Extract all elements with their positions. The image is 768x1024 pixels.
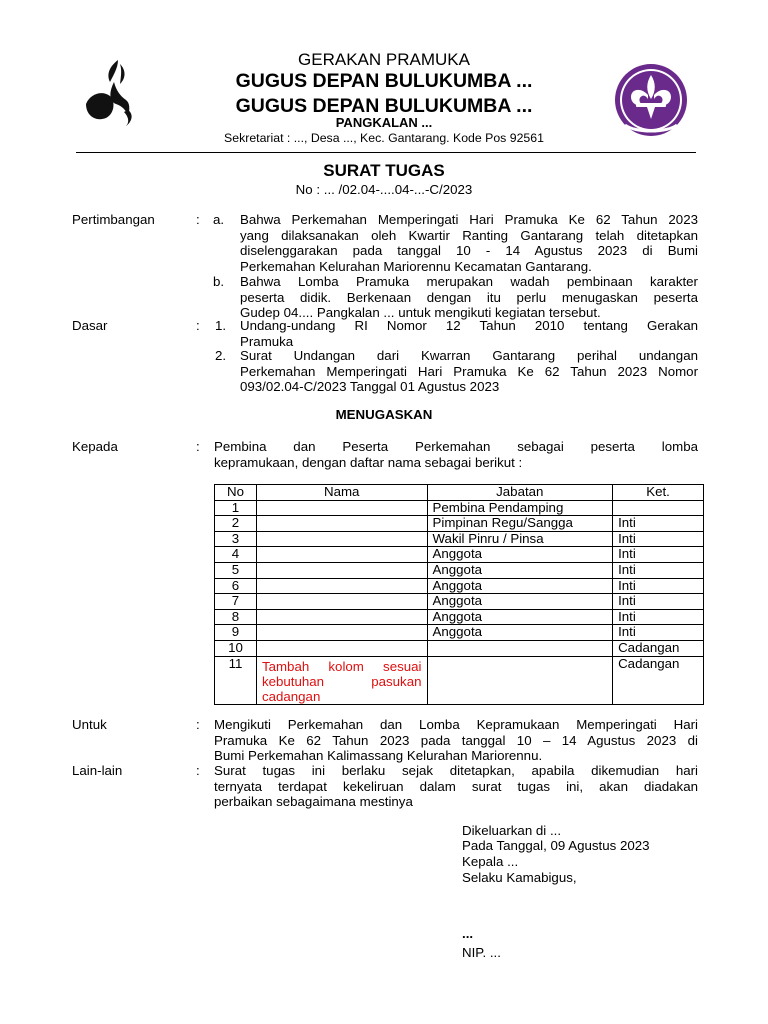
table-row	[215, 594, 704, 610]
kepada-colon: :	[196, 439, 200, 454]
cell-ket: Inti	[613, 531, 704, 547]
cell-jabatan: Anggota	[427, 562, 613, 578]
menugaskan-heading: MENUGASKAN	[335, 407, 433, 422]
cell-no: 3	[215, 531, 257, 547]
header-no: No	[215, 485, 257, 501]
cell-no: 1	[215, 500, 257, 516]
text-line: Gudep 04.... Pangkalan ... untuk mengikuti kegiatan tersebut.	[240, 305, 601, 321]
cell-nama	[256, 625, 427, 641]
text-line: Mengikuti Perkemahan dan Lomba Kepramukaan Memperingati Hari	[214, 717, 698, 732]
kepada-text	[214, 439, 698, 470]
signature-role: Kepala ...	[462, 854, 519, 869]
pertimbangan-a-marker: a.	[213, 212, 225, 227]
cell-ket: Inti	[613, 562, 704, 578]
cell-ket: Inti	[613, 594, 704, 610]
note-line: Tambah kolom sesuai	[261, 658, 422, 674]
note-line: cadangan	[261, 688, 321, 704]
dasar-label: Dasar	[72, 318, 108, 333]
cell-nama	[256, 562, 427, 578]
text-line: Bahwa Perkemahan Memperingati Hari Pramuka Ke 62 Tahun 2023	[240, 212, 698, 227]
cell-jabatan: Anggota	[427, 547, 613, 563]
text-line: Pembina dan Peserta Perkemahan sebagai peserta lomba	[214, 439, 698, 454]
text-line: kepramukaan, dengan daftar nama sebagai berikut :	[214, 454, 523, 470]
cell-no: 10	[215, 640, 257, 656]
cell-nama	[256, 640, 427, 656]
lainlain-text	[214, 763, 698, 810]
text-line: Bumi Perkemahan Kalimassang Kelurahan Mariorennu.	[214, 748, 543, 764]
untuk-colon: :	[196, 717, 200, 732]
table-row	[215, 547, 704, 563]
signature-issued: Dikeluarkan di ...	[462, 823, 562, 838]
untuk-label: Untuk	[72, 717, 107, 732]
cell-ket: Cadangan	[613, 640, 704, 656]
cell-no: 6	[215, 578, 257, 594]
table-row	[215, 625, 704, 641]
note-line: kebutuhan pasukan	[261, 673, 422, 689]
pertimbangan-a	[240, 212, 698, 274]
header-divider	[76, 152, 696, 153]
cell-no: 4	[215, 547, 257, 563]
header-nama: Nama	[256, 485, 427, 501]
cell-nama	[256, 516, 427, 532]
text-line: 093/02.04-C/2023 Tanggal 01 Agustus 2023	[240, 379, 500, 395]
cell-jabatan	[427, 656, 613, 704]
cell-nama-note	[256, 656, 427, 704]
kepada-label: Kepada	[72, 439, 118, 454]
table-row	[215, 500, 704, 516]
pertimbangan-colon: :	[196, 212, 200, 227]
text-line: yang dilaksanakan oleh Kwartir Ranting Gantarang telah ditetapkan	[240, 227, 698, 243]
table-row	[215, 578, 704, 594]
pertimbangan-label: Pertimbangan	[72, 212, 155, 227]
pangkalan: PANGKALAN ...	[335, 115, 433, 130]
dasar-2	[240, 348, 698, 395]
gugus-depan-line-1: GUGUS DEPAN BULUKUMBA ...	[235, 70, 533, 92]
world-scout-emblem-icon	[611, 61, 691, 141]
text-line: peserta didik. Berkenaan dengan itu perlu menugaskan peserta	[240, 289, 698, 305]
cell-ket: Inti	[613, 547, 704, 563]
gugus-depan-line-2: GUGUS DEPAN BULUKUMBA ...	[235, 95, 533, 117]
signature-name: ...	[462, 926, 474, 941]
cell-ket	[613, 500, 704, 516]
letter-title: SURAT TUGAS	[323, 161, 445, 180]
text-line: diselenggarakan pada tanggal 10 - 14 Agustus 2023 di Bumi	[240, 243, 698, 259]
cell-no: 5	[215, 562, 257, 578]
sekretariat: Sekretariat : ..., Desa ..., Kec. Gantarang. Kode Pos 92561	[224, 131, 544, 145]
cell-no: 9	[215, 625, 257, 641]
cell-nama	[256, 531, 427, 547]
cell-jabatan: Wakil Pinru / Pinsa	[427, 531, 613, 547]
cell-jabatan: Anggota	[427, 625, 613, 641]
text-line: Perkemahan Kelurahan Mariorennu Kecamatan Gantarang.	[240, 258, 592, 274]
table-row	[215, 562, 704, 578]
lainlain-colon: :	[196, 763, 200, 778]
dasar-1-marker: 1.	[215, 318, 227, 333]
text-line: perbaikan sebagaimana mestinya	[214, 794, 413, 810]
cell-nama	[256, 578, 427, 594]
cell-jabatan: Pimpinan Regu/Sangga	[427, 516, 613, 532]
untuk-text	[214, 717, 698, 764]
cell-nama	[256, 500, 427, 516]
table-row	[215, 640, 704, 656]
letter-number: No : ... /02.04-....04-...-C/2023	[295, 182, 473, 197]
cell-jabatan: Pembina Pendamping	[427, 500, 613, 516]
text-line: ternyata terdapat kekeliruan dalam surat tugas ini, akan diadakan	[214, 778, 698, 794]
cell-no: 2	[215, 516, 257, 532]
cell-no: 11	[215, 656, 257, 704]
tunas-kelapa-icon	[80, 56, 148, 128]
signature-as: Selaku Kamabigus,	[462, 870, 577, 885]
header-jabatan: Jabatan	[427, 485, 613, 501]
dasar-2-marker: 2.	[215, 348, 227, 363]
table-row	[215, 609, 704, 625]
text-line: Bahwa Lomba Pramuka merupakan wadah pembinaan karakter	[240, 274, 698, 289]
cell-ket: Cadangan	[613, 656, 704, 704]
lainlain-label: Lain-lain	[72, 763, 123, 778]
cell-ket: Inti	[613, 609, 704, 625]
cell-jabatan	[427, 640, 613, 656]
cell-jabatan: Anggota	[427, 594, 613, 610]
cell-no: 7	[215, 594, 257, 610]
table-row	[215, 516, 704, 532]
dasar-colon: :	[196, 318, 200, 333]
cell-ket: Inti	[613, 578, 704, 594]
signature-nip: NIP. ...	[462, 945, 501, 960]
table-row	[215, 531, 704, 547]
table-header-row	[215, 485, 704, 501]
text-line: Perkemahan Memperingati Hari Pramuka Ke 62 Tahun 2023 Nomor	[240, 363, 698, 379]
org-name: GERAKAN PRAMUKA	[298, 50, 470, 69]
cell-jabatan: Anggota	[427, 609, 613, 625]
cell-nama	[256, 609, 427, 625]
text-line: Surat Undangan dari Kwarran Gantarang perihal undangan	[240, 348, 698, 363]
cell-no: 8	[215, 609, 257, 625]
text-line: Pramuka	[240, 333, 294, 349]
text-line: Undang-undang RI Nomor 12 Tahun 2010 tentang Gerakan	[240, 318, 698, 333]
signature-date: Pada Tanggal, 09 Agustus 2023	[462, 838, 650, 853]
roster-table	[214, 484, 704, 705]
pertimbangan-b	[240, 274, 698, 321]
cell-nama	[256, 594, 427, 610]
pertimbangan-b-marker: b.	[213, 274, 225, 289]
text-line: Surat tugas ini berlaku sejak ditetapkan, apabila dikemudian hari	[214, 763, 698, 778]
table-row	[215, 656, 704, 704]
dasar-1	[240, 318, 698, 349]
cell-ket: Inti	[613, 516, 704, 532]
cell-jabatan: Anggota	[427, 578, 613, 594]
cell-ket: Inti	[613, 625, 704, 641]
header-ket: Ket.	[613, 485, 704, 501]
cell-nama	[256, 547, 427, 563]
text-line: Pramuka Ke 62 Tahun 2023 pada tanggal 10 – 14 Agustus 2023 di	[214, 732, 698, 748]
